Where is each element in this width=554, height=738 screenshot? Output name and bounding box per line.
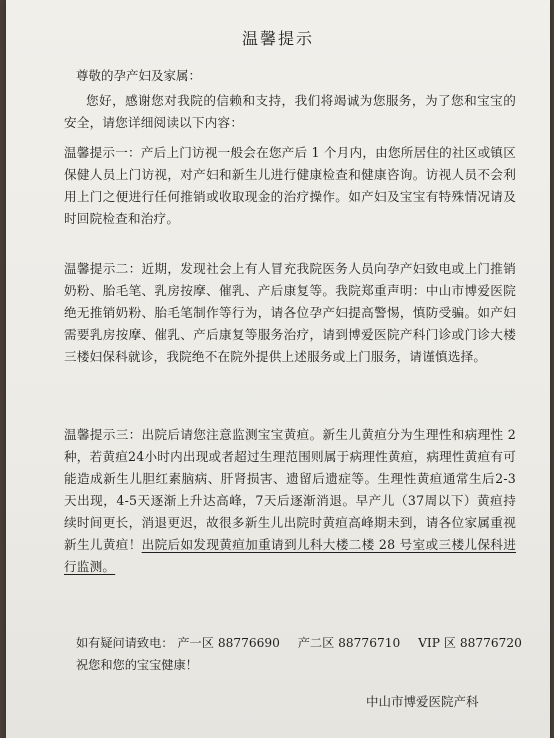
notice-title: 温馨提示 (241, 29, 314, 48)
area2-number: 88776710 (338, 636, 401, 650)
contact-line (76, 632, 536, 654)
intro-paragraph: 您好，感谢您对我院的信赖和支持，我们将竭诚为您服务，为了您和宝宝的安全，请您详细阅读以下内容： (64, 93, 516, 130)
wish-line: 祝您和您的宝宝健康！ (76, 658, 198, 672)
vip-label: VIP 区 (418, 636, 456, 650)
contact-block (76, 632, 536, 676)
area1-label: 产一区 (177, 636, 214, 650)
tip-three-paragraph (64, 424, 516, 578)
area1-number: 88776690 (217, 636, 280, 650)
notice-sheet (6, 0, 550, 738)
tip-three-text: 温馨提示三：出院后请您注意监测宝宝黄疸。新生儿黄疸分为生理性和病理性 2 种，若黄疸24小时内出现或者超过生理范围则属于病理性黄疸，病理性黄疸有可能造成新生儿胆红素脑病、肝肾损害、遗留后遗症等。生理性黄疸通常生后2-3天出现，4-5天逐渐上升达高峰，7天后逐渐消退。早产儿（37周以下）黄疸持续时间更长，消退更迟，故很多新生儿出院时黄疸高峰期未到，请各位家属重视新生儿黄疸！ (64, 427, 516, 552)
area2-label: 产二区 (297, 636, 335, 650)
tip-one-paragraph: 温馨提示一：产后上门访视一般会在您产后 1 个月内，由您所居住的社区或镇区保健人员上门访视，对产妇和新生儿进行健康检查和健康咨询。访视人员不会利用上门之便进行任何推销或收取现金的治疗操作。如产妇及宝宝有特殊情况请及时回院检查和治疗。 (64, 145, 516, 226)
tip-two-paragraph: 温馨提示二：近期，发现社会上有人冒充我院医务人员向孕产妇致电或上门推销奶粉、胎毛笔、乳房按摩、催乳、产后康复等。我院郑重声明：中山市博爱医院绝无推销奶粉、胎毛笔制作等行为，请各位孕产妇提高警惕，慎防受骗。如产妇需要乳房按摩、催乳、产后康复等服务治疗，请到博爱医院产科门诊或门诊大楼三楼妇保科就诊，我院绝不在院外提供上述服务或上门服务，请谨慎选择。 (64, 261, 516, 364)
tip-three-underlined-text: 出院后如发现黄疸加重请到儿科大楼二楼 28 号室或三楼儿保科进行监测。 (64, 537, 516, 574)
signature: 中山市博爱医院产科 (366, 694, 479, 709)
contact-prefix: 如有疑问请致电： (76, 636, 174, 650)
vip-number: 88776720 (459, 636, 522, 650)
greeting-line: 尊敬的孕产妇及家属： (76, 68, 202, 83)
